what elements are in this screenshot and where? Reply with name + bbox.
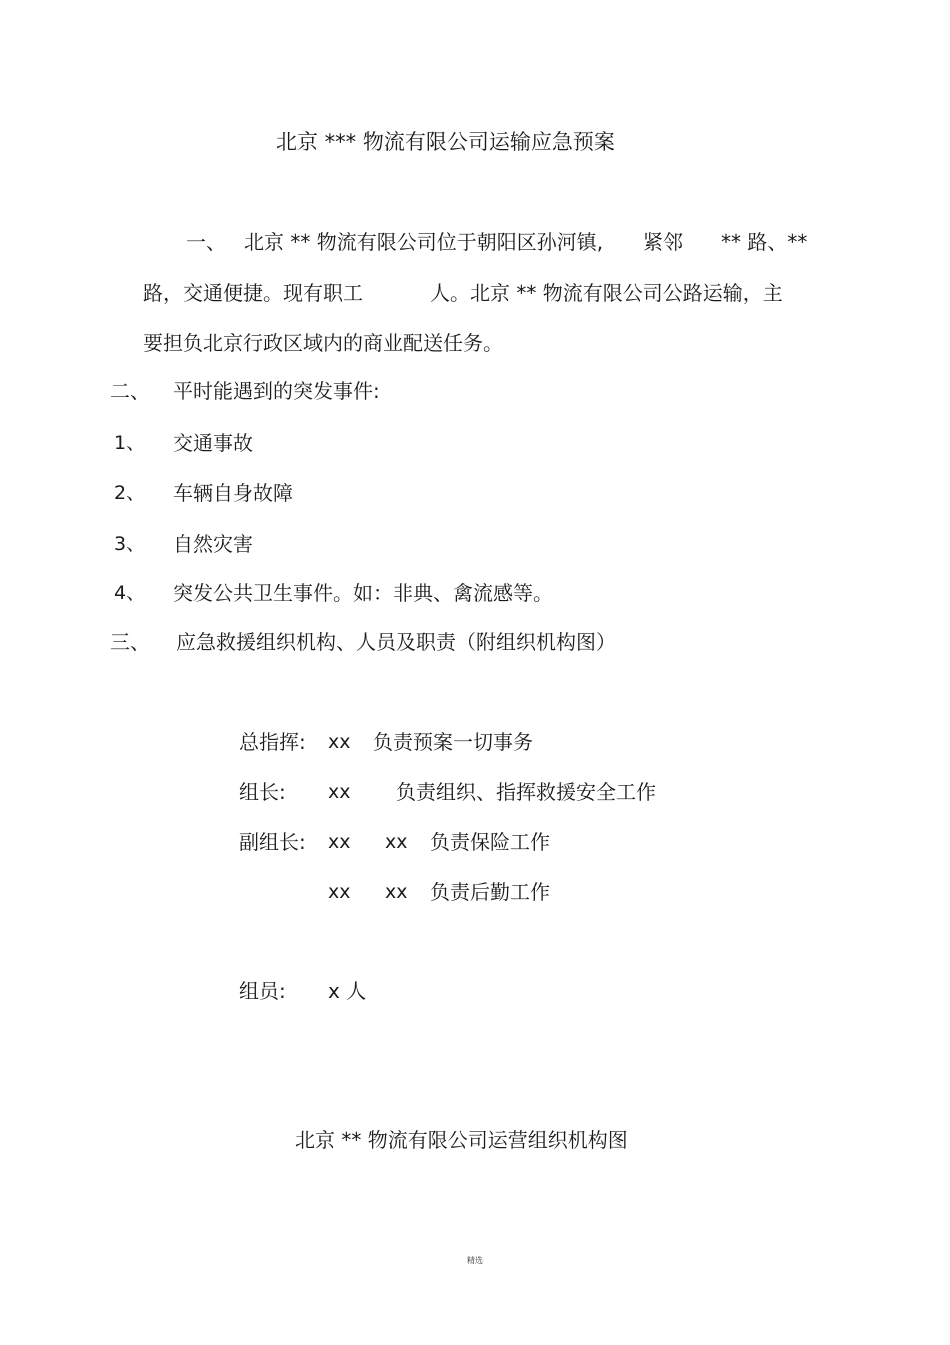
- deputy2-name1: xx: [328, 881, 351, 903]
- deputy1-name2: xx: [385, 831, 408, 853]
- deputy1-duty: 负责保险工作: [430, 830, 550, 854]
- section1-line1-c: ** 路、**: [721, 230, 808, 254]
- section1-line1-b: 紧邻: [643, 230, 683, 254]
- list-item-number: 3、: [114, 533, 146, 555]
- deputy1-name1: xx: [328, 831, 351, 853]
- section2-number: 二、: [110, 379, 150, 403]
- list-item-text: 交通事故: [173, 431, 253, 455]
- list-item-text: 自然灾害: [173, 532, 253, 556]
- members-label: 组员:: [239, 979, 286, 1003]
- deputy-label: 副组长:: [239, 830, 306, 854]
- org-chart-title: 北京 ** 物流有限公司运营组织机构图: [295, 1128, 628, 1152]
- list-item-number: 1、: [114, 432, 146, 454]
- list-item-text: 车辆自身故障: [173, 481, 293, 505]
- section1-line2-a: 路，交通便捷。现有职工: [143, 281, 363, 305]
- commander-name: xx: [328, 731, 351, 753]
- section1-line3: 要担负北京行政区域内的商业配送任务。: [143, 331, 503, 355]
- commander-label: 总指挥:: [239, 730, 306, 754]
- deputy2-name2: xx: [385, 881, 408, 903]
- list-item-number: 2、: [114, 482, 146, 504]
- section3-heading: 应急救援组织机构、人员及职责（附组织机构图）: [176, 630, 616, 654]
- list-item-number: 4、: [114, 582, 146, 604]
- leader-label: 组长:: [239, 780, 286, 804]
- section3-number: 三、: [110, 630, 150, 654]
- deputy2-duty: 负责后勤工作: [430, 880, 550, 904]
- list-item-text: 突发公共卫生事件。如：非典、禽流感等。: [173, 581, 553, 605]
- leader-name: xx: [328, 781, 351, 803]
- document-title: 北京 *** 物流有限公司运输应急预案: [276, 130, 615, 154]
- section1-line1-a: 北京 ** 物流有限公司位于朝阳区孙河镇,: [244, 230, 604, 254]
- page-footer: 精选: [467, 1256, 483, 1265]
- leader-duty: 负责组织、指挥救援安全工作: [396, 780, 656, 804]
- section1-line2-b: 人。北京 ** 物流有限公司公路运输，主: [430, 281, 783, 305]
- commander-duty: 负责预案一切事务: [373, 730, 533, 754]
- section1-number: 一、: [186, 230, 226, 254]
- section2-heading: 平时能遇到的突发事件:: [173, 379, 380, 403]
- members-count: x 人: [328, 979, 367, 1003]
